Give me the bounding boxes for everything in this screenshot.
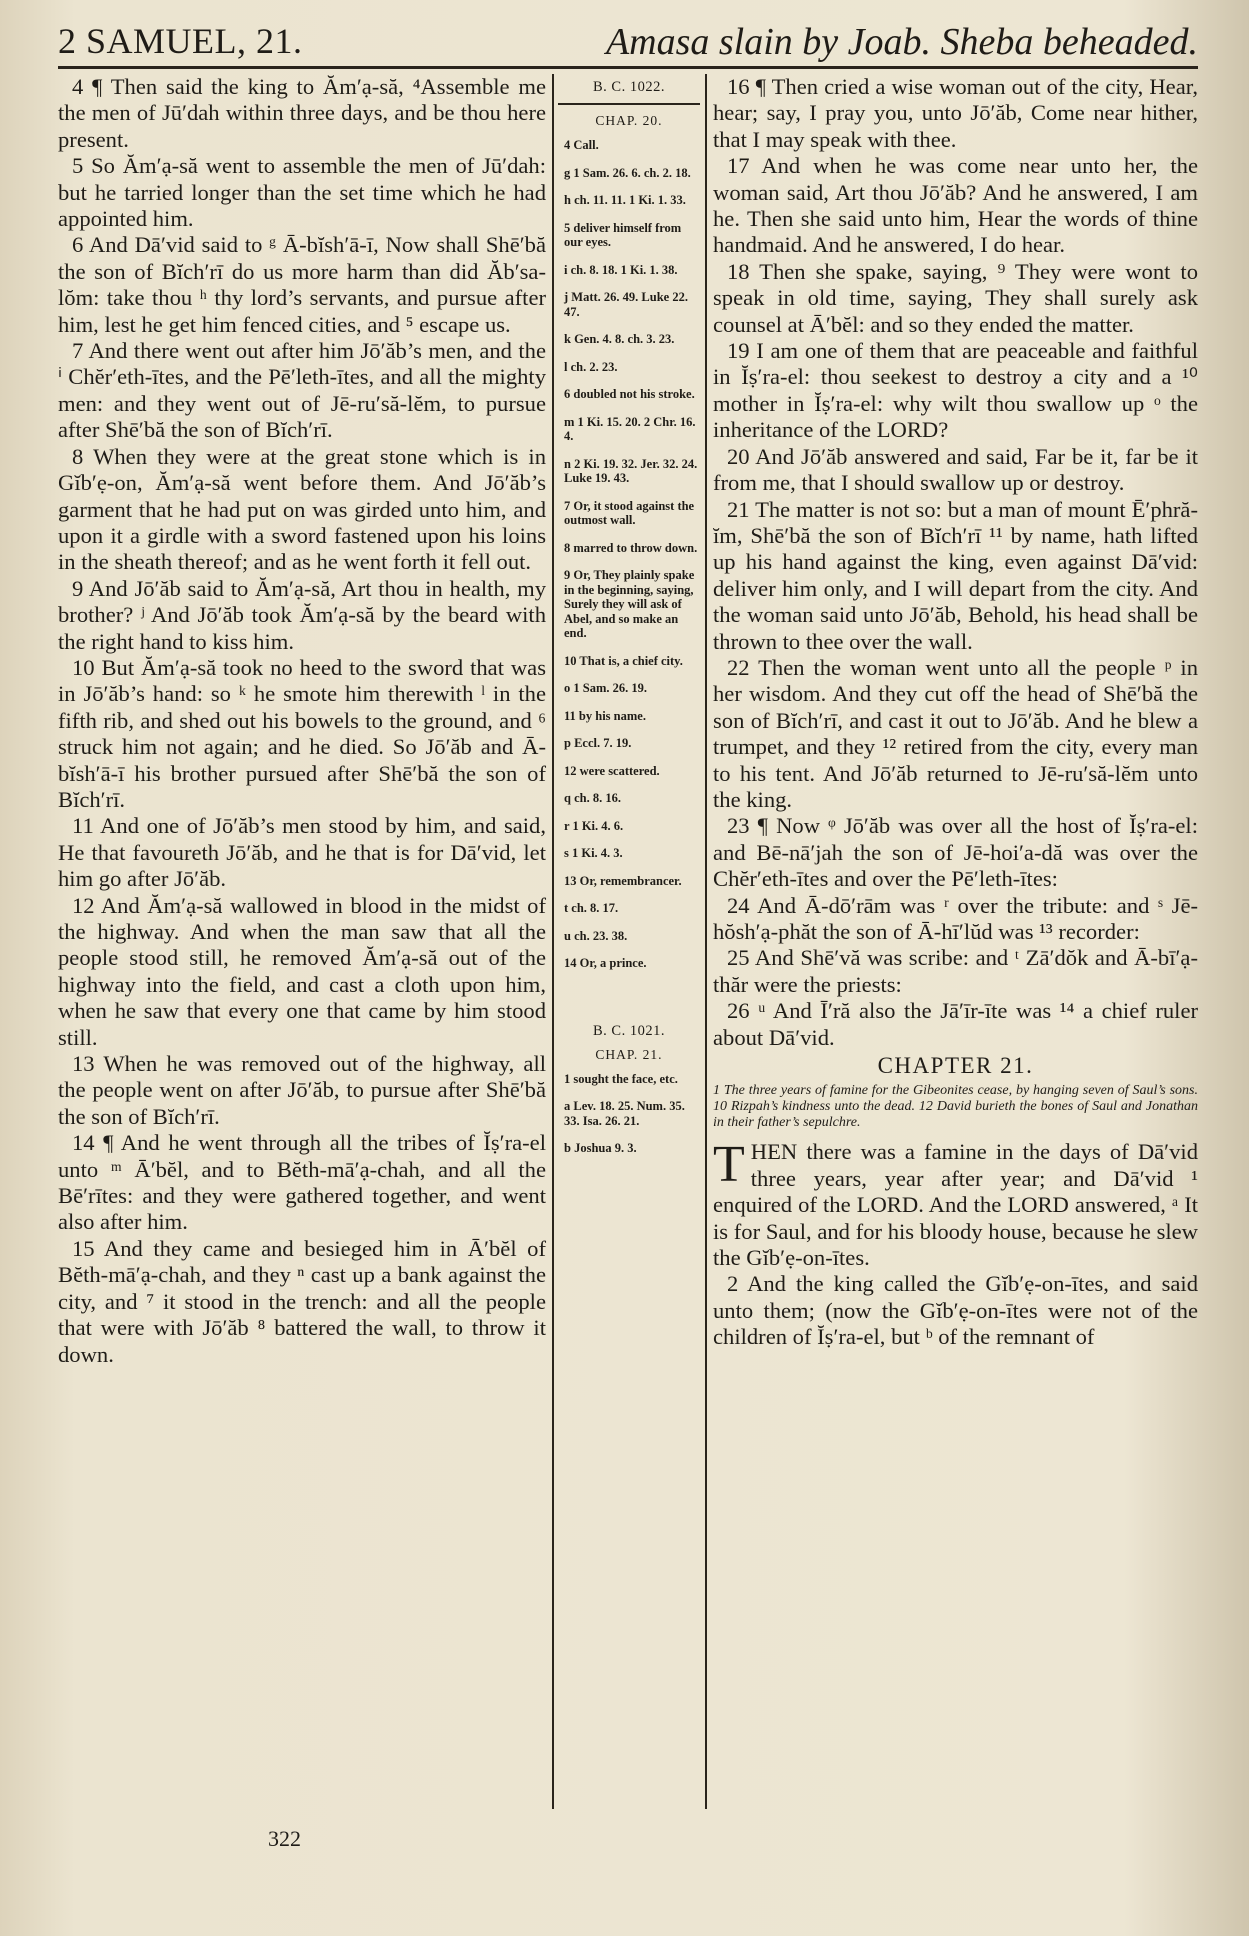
verse-22: 22 Then the woman went unto all the people ᵖ in her wisdom. And they cut off the head of Shē′bă the son of Bĭch′rī, and cast it out to Jō′ăb. And he blew a trumpet, and they ¹² retired from the city, every man to his tent. And Jō′ăb returned to Jē-ru′să-lĕm unto the king.	[713, 654, 1198, 812]
chapter-label: CHAP. 21.	[595, 1046, 663, 1062]
margin-note: b Joshua 9. 3.	[564, 1141, 637, 1155]
verse-12: 12 And Ăm′ạ-să wallowed in blood in the midst of the highway. And when the man saw that all the people stood still, he removed Ăm′ạ-să out of the highway into the field, and cast a cloth upon him, when he saw that every one that came by him stood still.	[58, 892, 546, 1050]
margin-rule	[558, 103, 700, 105]
right-column	[713, 74, 1198, 1351]
margin-note: m 1 Ki. 15. 20. 2 Chr. 16. 4.	[564, 414, 696, 443]
page-header	[58, 18, 1198, 70]
margin-note: p Eccl. 7. 19.	[564, 736, 632, 750]
margin-note: i ch. 8. 18. 1 Ki. 1. 38.	[564, 262, 678, 277]
verse-19: 19 I am one of them that are peaceable and faithful in Ĭṣ′ra-el: thou seekest to destroy a city and a ¹⁰ mother in Ĭṣ′ra-el: why wilt thou swallow up ᵒ the inheritance of the LORD?	[713, 338, 1198, 443]
column-divider-left	[552, 74, 554, 1809]
margin-note: 7 Or, it stood against the outmost wall.	[564, 498, 695, 527]
running-head-topic: Amasa slain by Joab. Sheba beheaded.	[605, 21, 1198, 63]
verse-16: 16 ¶ Then cried a wise woman out of the city, Hear, hear; say, I pray you, unto Jō′ăb, Come near hither, that I may speak with thee.	[713, 74, 1198, 152]
margin-note: q ch. 8. 16.	[564, 791, 621, 805]
verse-13: 13 When he was removed out of the highway, all the people went on after Jō′ăb, to pursue after Shē′bă the son of Bĭch′rī.	[58, 1051, 546, 1129]
margin-note: l ch. 2. 23.	[564, 359, 618, 374]
verse-20: 20 And Jō′ăb answered and said, Far be it, far be it from me, that I should swallow up or destroy.	[713, 443, 1198, 496]
margin-note: n 2 Ki. 19. 32. Jer. 32. 24. Luke 19. 43.	[564, 456, 698, 485]
chapter-21-verse-1	[713, 1136, 1198, 1271]
page-number: 322	[268, 1826, 301, 1851]
verse-24: 24 And Ā-dō′rām was ʳ over the tribute: and ˢ Jē-hŏsh′ạ-phăt the son of Ā-hī′lŭd was ¹³ recorder:	[713, 892, 1198, 944]
verse-4: 4 ¶ Then said the king to Ăm′ạ-să, ⁴Assemble me the men of Jū′dah within three days, and be thou here present.	[58, 74, 546, 152]
margin-note: 14 Or, a prince.	[564, 956, 647, 970]
margin-note: 9 Or, They plainly spake in the beginning, saying, Surely they will ask of Abel, and so make an end.	[564, 568, 695, 640]
margin-note: o 1 Sam. 26. 19.	[564, 681, 647, 695]
verse-25: 25 And Shē′vă was scribe: and ᵗ Zā′dŏk and Ā-bī′ạ-thăr were the priests:	[713, 945, 1198, 997]
margin-note: r 1 Ki. 4. 6.	[564, 818, 624, 833]
margin-note: 1 sought the face, etc.	[564, 1071, 678, 1086]
verse-15: 15 And they came and besieged him in Ā′bĕl of Bĕth-mā′ạ-chah, and they ⁿ cast up a bank against the city, and ⁷ it stood in the trench: and all the people that were with Jō′ăb ⁸ battered the wall, to throw it down.	[58, 1235, 546, 1367]
margin-note: 8 marred to throw down.	[564, 540, 698, 555]
margin-note: u ch. 23. 38.	[564, 928, 628, 943]
verse-5: 5 So Ăm′ạ-să went to assemble the men of Jū′dah: but he tarried longer than the set time which he had appointed him.	[58, 153, 546, 232]
chapter-summary: 1 The three years of famine for the Gibeonites cease, by hanging seven of Saul’s sons. 10 Rizpah’s kindness unto the dead. 12 David burieth the bones of Saul and Jonathan in their father’s sepulchre.	[713, 1083, 1198, 1131]
margin-note: s 1 Ki. 4. 3.	[564, 846, 623, 860]
verse-11: 11 And one of Jō′ăb’s men stood by him, and said, He that favoureth Jō′ăb, and he that is for Dā′vid, let him go after Jō′ăb.	[58, 813, 546, 892]
margin-note: 13 Or, remembrancer.	[564, 873, 682, 888]
margin-note: 12 were scattered.	[564, 763, 660, 778]
center-margin	[558, 74, 700, 1169]
verse-10: 10 But Ăm′ạ-să took no heed to the sword that was in Jō′ăb’s hand: so ᵏ he smote him therewith ˡ in the fifth rib, and shed out his bowels to the ground, and ⁶ struck him not again; and he died. So Jō′ăb and Ā-bĭsh′ā-ī his brother pursued after Shē′bă the son of Bĭch′rī.	[58, 654, 546, 812]
column-divider-right	[705, 74, 707, 1809]
date-label: B. C. 1022.	[593, 79, 665, 95]
verse-18: 18 Then she spake, saying, ⁹ They were wont to speak in old time, saying, They shall surely ask counsel at Ā′bĕl: and so they ended the matter.	[713, 258, 1198, 337]
header-rule	[58, 66, 1198, 69]
verse-6: 6 And Dā′vid said to ᵍ Ā-bĭsh′ā-ī, Now shall Shē′bă the son of Bĭch′rī do us more harm than did Ăb′sa-lŏm: take thou ʰ thy lord’s servants, and pursue after him, lest he get him fenced cities, and ⁵ escape us.	[58, 232, 546, 337]
chapter-heading: CHAPTER 21.	[877, 1053, 1034, 1079]
margin-note: 6 doubled not his stroke.	[564, 387, 695, 401]
margin-note: 4 Call.	[564, 138, 599, 152]
chapter-label: CHAP. 20.	[595, 113, 663, 128]
margin-note: h ch. 11. 11. 1 Ki. 1. 33.	[564, 193, 686, 207]
margin-note: 11 by his name.	[564, 708, 646, 723]
drop-cap: T	[713, 1136, 745, 1194]
margin-note: a Lev. 18. 25. Num. 35. 33. Isa. 26. 21.	[564, 1099, 685, 1128]
verse-17: 17 And when he was come near unto her, the woman said, Art thou Jō′ăb? And he answered, I am he. Then she said unto him, Hear the words of thine handmaid. And he answered, I do hear.	[713, 153, 1198, 258]
verse-14: 14 ¶ And he went through all the tribes of Ĭṣ′ra-el unto ᵐ Ā′bĕl, and to Bĕth-mā′ạ-chah, and all the Bē′rītes: and they were gathered together, and went also after him.	[58, 1130, 546, 1235]
margin-note: j Matt. 26. 49. Luke 22. 47.	[564, 290, 688, 319]
margin-note: g 1 Sam. 26. 6. ch. 2. 18.	[564, 165, 691, 180]
running-head-book: 2 SAMUEL, 21.	[58, 21, 303, 61]
margin-notes	[558, 138, 700, 971]
date-label: B. C. 1021.	[593, 1022, 665, 1039]
verse-8: 8 When they were at the great stone which is in Gĭb′ẹ-on, Ăm′ạ-să went before them. And Jō′ăb’s garment that he had put on was girded unto him, and upon it a girdle with a sword fastened upon his loins in the sheath thereof; and as he went forth it fell out.	[58, 443, 546, 575]
verse-1-text: HEN there was a famine in the days of Dā′vid three years, year after year; and Dā′vid ¹ enquired of the LORD. And the LORD answered, ᵃ It is for Saul, and for his bloody house, because he slew the Gĭb′ẹ-on-ītes.	[713, 1139, 1198, 1271]
margin-note: 10 That is, a chief city.	[564, 653, 683, 668]
chapter-21-verse-2: 2 And the king called the Gĭb′ẹ-on-ītes, and said unto them; (now the Gĭb′ẹ-on-ītes were not of the children of Ĭṣ′ra-el, but ᵇ of the remnant of	[713, 1271, 1198, 1350]
verse-26: 26 ᵘ And Ī′ră also the Jā′īr-īte was ¹⁴ a chief ruler about Dā′vid.	[713, 998, 1198, 1050]
margin-note: 5 deliver himself from our eyes.	[564, 220, 682, 249]
left-column	[58, 74, 546, 1368]
margin-note: k Gen. 4. 8. ch. 3. 23.	[564, 332, 675, 346]
margin-note: t ch. 8. 17.	[564, 901, 619, 915]
verse-7: 7 And there went out after him Jō′ăb’s men, and the ⁱ Chĕr′eth-ītes, and the Pē′leth-ītes, and all the mighty men: and they went out of Jē-ru′să-lĕm, to pursue after Shē′bă the son of Bĭch′rī.	[58, 338, 546, 443]
verse-23: 23 ¶ Now ᵠ Jō′ăb was over all the host of Ĭṣ′ra-el: and Bē-nā′jah the son of Jē-hoi′a-dă was over the Chĕr′eth-ītes and over the Pē′leth-ītes:	[713, 813, 1198, 892]
verse-21: 21 The matter is not so: but a man of mount Ē′phră-ĭm, Shē′bă the son of Bĭch′rī ¹¹ by name, hath lifted up his hand against the king, even against Dā′vid: deliver him only, and I will depart from the city. And the woman said unto Jō′ăb, Behold, his head shall be thrown to thee over the wall.	[713, 496, 1198, 654]
verse-9: 9 And Jō′ăb said to Ăm′ạ-să, Art thou in health, my brother? ʲ And Jō′ăb took Ăm′ạ-să by the beard with the right hand to kiss him.	[58, 575, 546, 654]
